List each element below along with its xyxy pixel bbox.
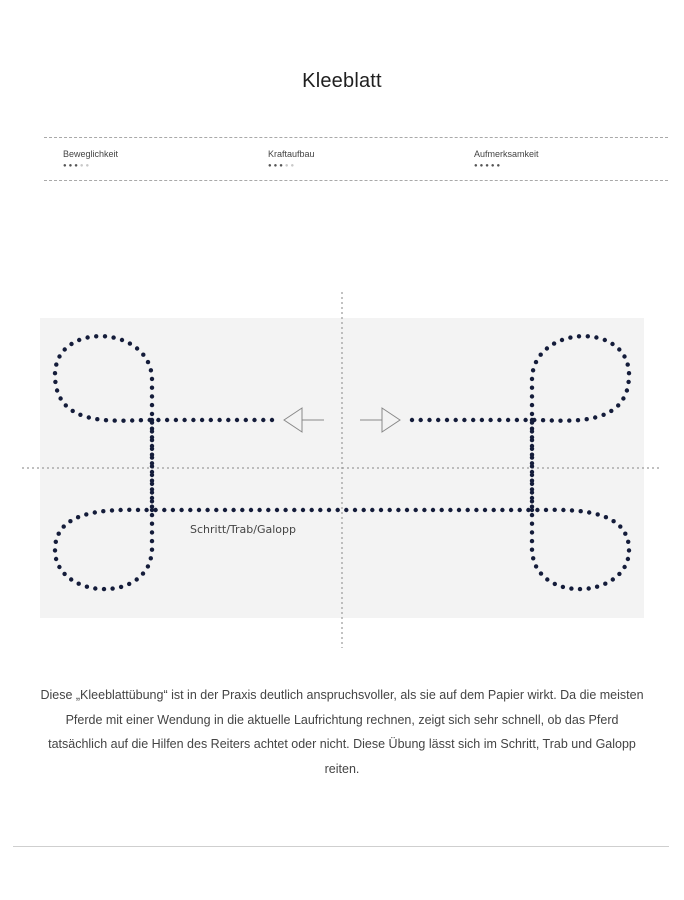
rating-dot-filled: ● [273,163,280,169]
path-dot [462,418,466,422]
path-dot [626,380,630,384]
path-dot [150,505,154,509]
path-dot [153,508,157,512]
path-dot [93,586,97,590]
path-dot [530,479,534,483]
path-dot [530,394,534,398]
path-dot [611,577,615,581]
path-dot [135,577,139,581]
path-dot [76,515,80,519]
path-dot [568,335,572,339]
path-dot [553,508,557,512]
path-dot [567,418,571,422]
path-dot [235,418,239,422]
path-dot [150,470,154,474]
path-dot [191,418,195,422]
path-dot [535,508,539,512]
path-dot [136,508,140,512]
path-dot [62,347,66,351]
path-dot [150,435,154,439]
path-dot [71,409,75,413]
exercise-description: Diese „Kleeblattübung“ ist in der Praxis deutlich anspruchsvoller, als sie auf dem Papier wirkt. Da die meisten Pferde mit einer Wendung in die aktuelle Laufrichtung rechnen, zeigt sich sehr schnell, ob das Pferd tatsächlich auf die Hilfen des Reiters achtet oder nicht. Diese Übung lässt sich im Schritt, Trab und Galopp reiten. [40,688,644,776]
path-dot [62,524,66,528]
path-dot [57,354,61,358]
path-dot [54,557,58,561]
rating-dot-empty: ● [79,163,86,169]
path-dot [623,532,627,536]
path-dot [526,508,530,512]
path-dot [530,530,534,534]
path-dot [53,548,57,552]
path-dot [231,508,235,512]
path-dot [500,508,504,512]
path-dot [530,461,534,465]
path-dot [58,396,62,400]
path-dot [474,508,478,512]
path-dot [622,354,626,358]
rating-dot-filled: ● [474,163,480,169]
path-dot [54,540,58,544]
path-dot [466,508,470,512]
path-dot [85,335,89,339]
path-dot [249,508,253,512]
path-dot [128,341,132,345]
path-dot [93,510,97,514]
path-dot [205,508,209,512]
rating-dot-filled: ● [279,163,285,169]
path-label: Schritt/Trab/Galopp [190,523,296,536]
path-dot [388,508,392,512]
path-dot [405,508,409,512]
path-dot [550,418,554,422]
path-dot [617,347,621,351]
path-dot [150,522,154,526]
path-dot [301,508,305,512]
path-dot [427,418,431,422]
path-dot [530,487,534,491]
path-dot [209,418,213,422]
path-dot [362,508,366,512]
path-dot [610,342,614,346]
path-dot [77,582,81,586]
path-dot [534,564,538,568]
path-dot [596,512,600,516]
path-dot [506,418,510,422]
path-dot [150,496,154,500]
path-dot [626,557,630,561]
path-dot [530,412,534,416]
path-dot [530,496,534,500]
path-dot [150,377,154,381]
path-dot [182,418,186,422]
path-dot [270,418,274,422]
path-dot [396,508,400,512]
path-dot [127,582,131,586]
path-dot [118,508,122,512]
path-dot [275,508,279,512]
path-dot [150,513,154,517]
path-dot [261,418,265,422]
path-dot [530,403,534,407]
path-dot [68,519,72,523]
path-dot [626,540,630,544]
rating-dots [474,162,539,170]
path-dot [483,508,487,512]
path-dot [570,508,574,512]
path-dot [95,417,99,421]
path-dot [445,418,449,422]
path-dot [627,371,631,375]
path-dot [217,418,221,422]
path-dot [603,338,607,342]
path-dot [327,508,331,512]
path-dot [626,362,630,366]
path-dot [130,418,134,422]
path-dot [530,513,534,517]
path-dot [318,508,322,512]
path-dot [57,565,61,569]
path-dot [150,530,154,534]
path-dot [344,508,348,512]
path-dot [135,346,139,350]
path-dot [436,418,440,422]
path-dot [113,418,117,422]
path-dot [544,508,548,512]
rating-dot-filled: ● [68,163,75,169]
path-dot [553,582,557,586]
path-dot [149,368,153,372]
path-dot [336,508,340,512]
path-dot [64,403,68,407]
path-dot [492,508,496,512]
path-dot [150,444,154,448]
path-dot [561,585,565,589]
path-dot [150,403,154,407]
path-dot [179,508,183,512]
path-dot [257,508,261,512]
rating-dot-empty: ● [290,163,297,169]
rating-dot-filled: ● [63,163,69,169]
ratings-divider [44,180,668,181]
path-dot [617,572,621,576]
path-dot [266,508,270,512]
path-dot [530,386,534,390]
path-dot [244,418,248,422]
path-dot [54,362,58,366]
path-dot [509,508,513,512]
cloverleaf-diagram [0,280,684,660]
path-dot [621,396,625,400]
path-dot [497,418,501,422]
path-dot [353,508,357,512]
path-dot [530,427,534,431]
path-dot [539,353,543,357]
path-dot [69,342,73,346]
path-dot [530,435,534,439]
path-dot [150,386,154,390]
path-dot [379,508,383,512]
path-dot [150,548,154,552]
rating-dot-filled: ● [479,163,486,169]
path-dot [616,403,620,407]
path-dot [603,582,607,586]
path-dot [627,548,631,552]
path-dot [214,508,218,512]
path-dot [594,335,598,339]
path-dot [200,418,204,422]
path-dot [587,586,591,590]
path-dot [530,522,534,526]
path-dot [609,409,613,413]
path-dot [94,334,98,338]
path-dot [150,539,154,543]
rating-dot-empty: ● [85,163,92,169]
path-dot [604,515,608,519]
path-dot [110,586,114,590]
path-dot [622,565,626,569]
rating-kraftaufbau [268,148,315,170]
path-dot [515,418,519,422]
path-dot [601,413,605,417]
rating-dots [268,162,315,170]
path-dot [579,509,583,513]
top-divider [44,137,668,138]
path-dot [431,508,435,512]
path-dot [139,418,143,422]
path-dot [226,418,230,422]
rating-dot-filled: ● [74,163,80,169]
rating-aufmerksamkeit [474,148,539,170]
path-dot [558,419,562,423]
path-dot [585,417,589,421]
rating-dot-filled: ● [268,163,274,169]
path-dot [87,415,91,419]
path-dot [141,571,145,575]
path-dot [146,564,150,568]
path-dot [561,508,565,512]
path-dot [77,338,81,342]
path-dot [552,341,556,345]
path-dot [448,508,452,512]
path-dot [120,338,124,342]
path-dot [577,334,581,338]
path-dot [69,577,73,581]
rating-label: Beweglichkeit [63,149,119,159]
path-dot [422,508,426,512]
path-dot [85,585,89,589]
path-dot [156,418,160,422]
path-dot [188,508,192,512]
path-dot [110,508,114,512]
path-dot [310,508,314,512]
path-dot [252,418,256,422]
path-dot [480,418,484,422]
path-dot [121,419,125,423]
rating-dot-filled: ● [490,163,497,169]
path-dot [530,453,534,457]
path-dot [223,508,227,512]
path-dot [488,418,492,422]
path-dot [593,415,597,419]
path-dot [457,508,461,512]
path-dot [144,508,148,512]
path-dot [419,418,423,422]
rating-label: Kraftaufbau [268,149,315,159]
path-dot [625,388,629,392]
path-dot [111,335,115,339]
path-dot [292,508,296,512]
path-dot [150,479,154,483]
path-dot [440,508,444,512]
path-dot [414,508,418,512]
path-dot [62,572,66,576]
path-dot [197,508,201,512]
path-dot [530,539,534,543]
path-dot [545,346,549,350]
path-dot [370,508,374,512]
path-dot [530,418,534,422]
path-dot [530,548,534,552]
path-dot [240,508,244,512]
path-dot [531,556,535,560]
rating-dots [63,162,118,170]
path-dot [454,418,458,422]
path-dot [560,338,564,342]
path-dot [539,571,543,575]
path-dot [569,586,573,590]
path-dot [530,444,534,448]
path-dot [150,418,154,422]
path-dot [530,470,534,474]
path-dot [471,418,475,422]
path-dot [530,505,534,509]
path-dot [586,334,590,338]
path-dot [545,577,549,581]
path-dot [162,508,166,512]
path-dot [78,413,82,417]
path-dot [150,427,154,431]
rating-dot-filled: ● [485,163,491,169]
path-dot [102,587,106,591]
path-dot [523,418,527,422]
path-dot [57,532,61,536]
path-dot [578,587,582,591]
path-dot [53,380,57,384]
page-title: Kleeblatt [302,70,382,92]
path-dot [174,418,178,422]
rating-label: Aufmerksamkeit [474,149,539,159]
path-dot [611,519,615,523]
path-dot [618,524,622,528]
path-dot [576,418,580,422]
path-dot [149,556,153,560]
path-dot [101,509,105,513]
path-dot [531,368,535,372]
bottom-divider [13,846,669,847]
path-dot [410,418,414,422]
path-dot [141,353,145,357]
path-dot [518,508,522,512]
ratings-row [0,148,684,180]
path-dot [541,418,545,422]
rating-dot-empty: ● [284,163,291,169]
path-dot [104,418,108,422]
rating-dot-filled: ● [496,163,503,169]
path-dot [171,508,175,512]
path-dot [150,412,154,416]
path-dot [150,461,154,465]
path-dot [534,360,538,364]
path-dot [103,334,107,338]
path-dot [146,360,150,364]
path-dot [55,388,59,392]
path-dot [595,585,599,589]
path-dot [150,453,154,457]
rating-beweglichkeit [63,148,118,170]
path-dot [587,510,591,514]
path-dot [283,508,287,512]
path-dot [165,418,169,422]
path-dot [53,371,57,375]
path-dot [530,377,534,381]
path-dot [150,394,154,398]
path-dot [127,508,131,512]
path-dot [150,487,154,491]
path-dot [119,585,123,589]
path-dot [84,512,88,516]
